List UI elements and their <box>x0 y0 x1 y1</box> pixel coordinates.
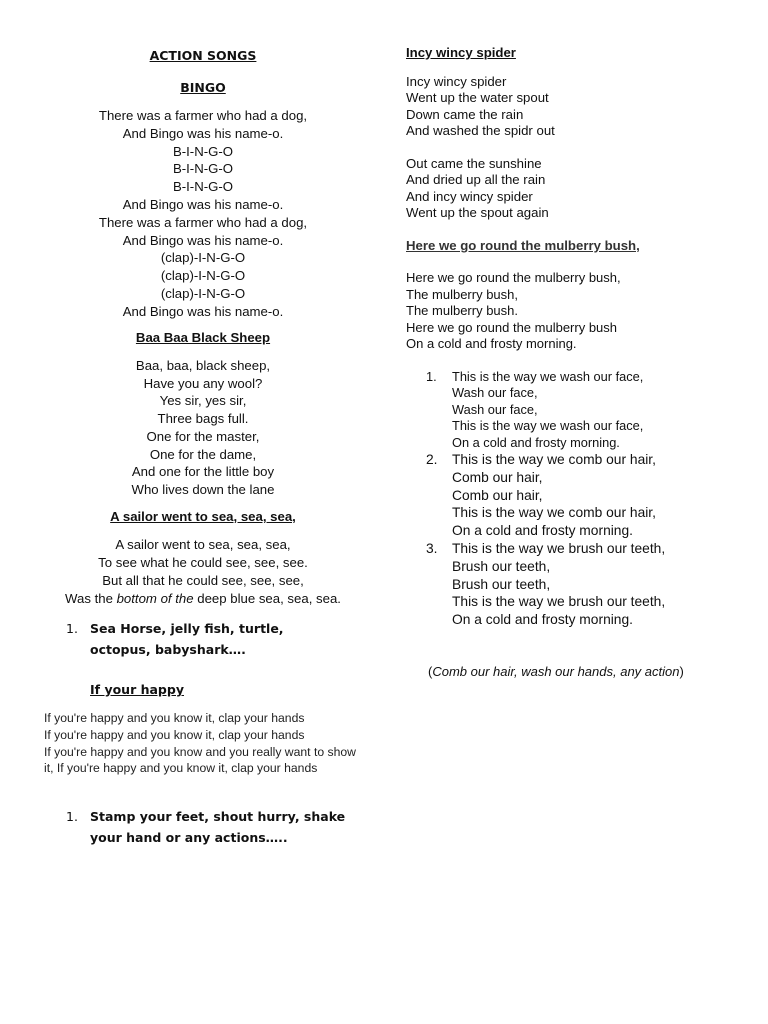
lyric-line: Here we go round the mulberry bush, <box>406 270 621 285</box>
lyric-line: Wash our face, <box>452 401 538 417</box>
note-text: Comb our hair, wash our hands, any action <box>432 664 680 679</box>
baa-baa-lyrics <box>40 357 366 499</box>
lyric-line: And one for the little boy <box>131 464 275 480</box>
list-number: 3. <box>426 541 438 557</box>
lyric-line: And Bingo was his name-o. <box>122 303 284 319</box>
lyric-text: Was the <box>65 591 117 606</box>
lyric-line: B-I-N-G-O <box>172 179 234 195</box>
mulberry-bush-lyrics <box>406 270 736 353</box>
lyric-line: To see what he could see, see, see. <box>98 555 308 570</box>
lyric-line: Went up the spout again <box>406 205 549 221</box>
verse-lines <box>452 540 665 629</box>
incy-wincy-lyrics-verse-1 <box>406 74 736 140</box>
lyric-line: One for the dame, <box>149 446 257 462</box>
lyric-line: On a cold and frosty morning. <box>452 612 633 628</box>
verse-lines <box>452 369 643 451</box>
lyric-line: On a cold and frosty morning. <box>452 523 633 539</box>
list-number: 2. <box>426 452 438 468</box>
lyric-line: This is the way we brush our teeth, <box>452 541 666 557</box>
sailor-title: A sailor went to sea, sea, sea, <box>110 509 296 524</box>
lyric-line: This is the way we wash our face, <box>452 418 644 434</box>
lyric-line: Down came the rain <box>406 106 524 122</box>
bingo-lyrics <box>40 107 366 321</box>
mulberry-bush-title: Here we go round the mulberry bush, <box>406 238 640 253</box>
lyric-line: Baa, baa, black sheep, <box>135 358 271 373</box>
list-item <box>426 451 726 540</box>
lyric-line: On a cold and frosty morning. <box>452 434 620 450</box>
lyric-line <box>40 590 366 608</box>
if-your-happy-title: If your happy <box>90 682 184 697</box>
sailor-lyrics <box>40 536 366 608</box>
list-number: 1. <box>66 621 78 636</box>
lyric-line: B-I-N-G-O <box>172 143 234 159</box>
lyric-line: And Bingo was his name-o. <box>122 125 284 141</box>
verse-lines <box>452 451 656 540</box>
if-your-happy-lyrics <box>44 710 362 777</box>
lyric-line: One for the master, <box>146 428 260 444</box>
lyric-line: And Bingo was his name-o. <box>122 232 284 248</box>
incy-wincy-title: Incy wincy spider <box>406 45 516 60</box>
lyric-line: (clap)-I-N-G-O <box>160 268 246 284</box>
bingo-title: BINGO <box>180 80 226 95</box>
lyric-line: (clap)-I-N-G-O <box>160 285 246 301</box>
lyric-line: Wash our face, <box>452 385 538 401</box>
lyric-italic-text: bottom of the <box>116 591 194 606</box>
lyric-line: This is the way we wash our face, <box>452 369 644 384</box>
lyric-line: If you're happy and you know and you really want to show it, If you're happy and you know it, clap your hands <box>44 744 356 776</box>
list-number: 1. <box>66 809 78 824</box>
lyric-line: The mulberry bush, <box>406 286 518 302</box>
mulberry-verse-list <box>426 369 726 629</box>
lyric-line: There was a farmer who had a dog, <box>98 108 308 123</box>
lyric-line: And incy wincy spider <box>406 188 533 204</box>
list-item: Stamp your feet, shout hurry, shake your hand or any actions….. <box>90 809 346 845</box>
page-title: ACTION SONGS <box>149 48 257 63</box>
lyric-line: This is the way we brush our teeth, <box>452 594 666 610</box>
lyric-line: Out came the sunshine <box>406 156 542 171</box>
lyric-line: If you're happy and you know it, clap your hands <box>44 727 305 742</box>
list-item <box>426 540 726 629</box>
lyric-line: A sailor went to sea, sea, sea, <box>115 537 291 552</box>
lyric-line: Three bags full. <box>157 411 249 427</box>
list-number: 1. <box>426 369 437 384</box>
lyric-line: If you're happy and you know it, clap your hands <box>44 711 305 725</box>
list-item: Sea Horse, jelly fish, turtle, octopus, babyshark…. <box>90 621 284 657</box>
lyric-line: This is the way we comb our hair, <box>452 505 656 521</box>
lyric-line: This is the way we comb our hair, <box>452 452 656 468</box>
lyric-line: And dried up all the rain <box>406 172 546 188</box>
lyric-line: And washed the spidr out <box>406 123 555 139</box>
incy-wincy-lyrics-verse-2 <box>406 156 736 222</box>
list-item <box>426 369 726 451</box>
lyric-line: Who lives down the lane <box>131 481 275 497</box>
happy-action-list <box>66 806 346 848</box>
sailor-action-list <box>66 618 326 660</box>
lyric-line: Brush our teeth, <box>452 558 551 574</box>
lyric-line: (clap)-I-N-G-O <box>160 250 246 266</box>
lyric-line: B-I-N-G-O <box>172 161 234 177</box>
actions-note <box>428 664 684 679</box>
lyric-line: Comb our hair, <box>452 469 543 485</box>
baa-baa-title: Baa Baa Black Sheep <box>135 330 271 345</box>
lyric-line: There was a farmer who had a dog, <box>98 214 308 230</box>
lyric-line: Incy wincy spider <box>406 74 507 89</box>
lyric-line: The mulberry bush. <box>406 303 518 319</box>
lyric-line: Went up the water spout <box>406 90 549 106</box>
note-paren-open: ( <box>428 664 433 679</box>
lyric-text: deep blue sea, sea, sea. <box>193 591 341 606</box>
lyric-line: Yes sir, yes sir, <box>159 393 247 409</box>
lyric-line: Brush our teeth, <box>452 576 551 592</box>
lyric-line: And Bingo was his name-o. <box>122 196 284 212</box>
lyric-line: On a cold and frosty morning. <box>406 336 577 352</box>
lyric-line: Have you any wool? <box>143 375 263 391</box>
lyric-line: Comb our hair, <box>452 487 543 503</box>
note-paren-close: ) <box>679 664 684 679</box>
lyric-line: Here we go round the mulberry bush <box>406 319 618 335</box>
lyric-line: But all that he could see, see, see, <box>102 573 304 588</box>
